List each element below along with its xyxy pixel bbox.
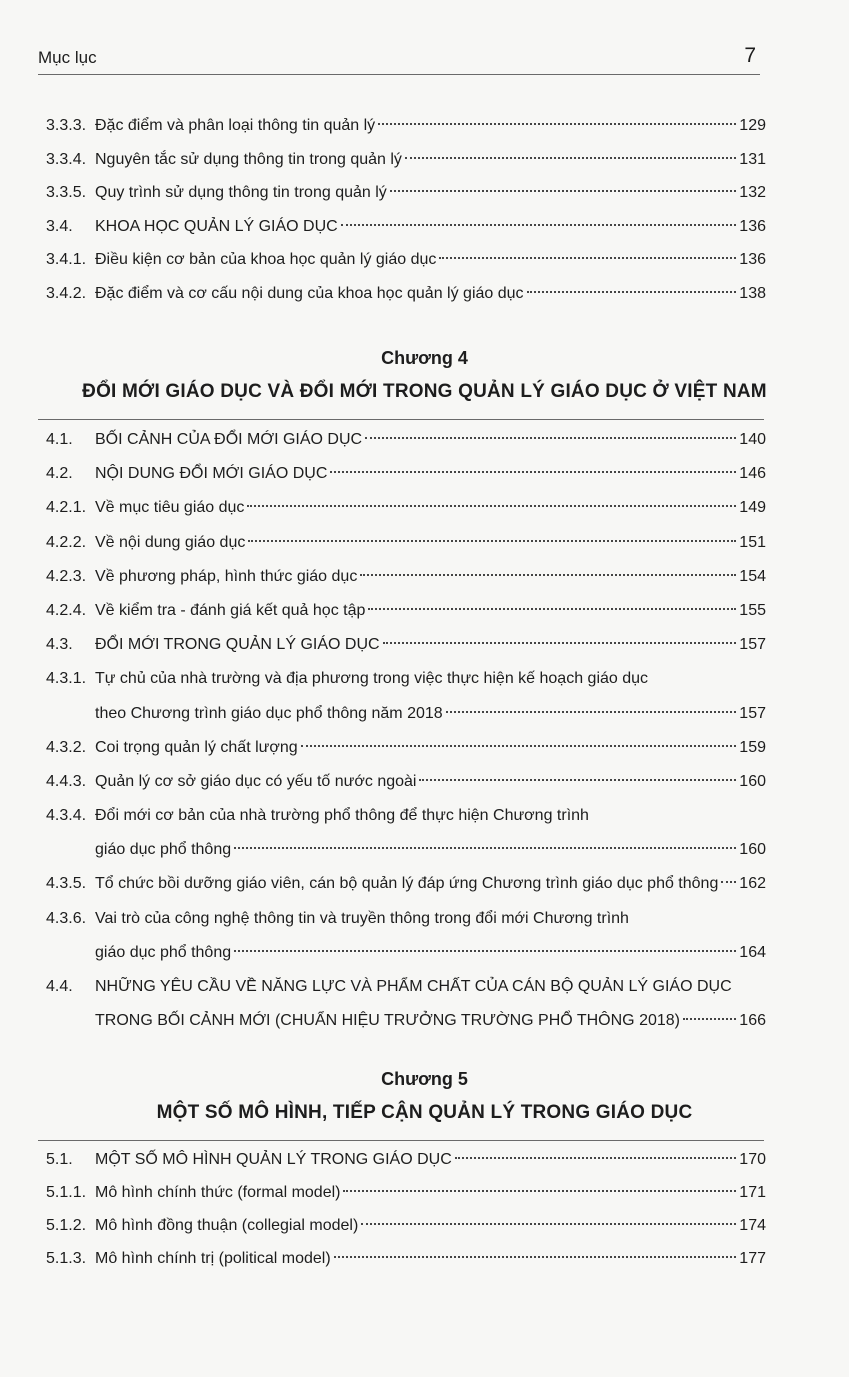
dot-leader [234, 950, 736, 952]
toc-entry-number: 5.1.1. [46, 1184, 87, 1201]
toc-entry-title: theo Chương trình giáo dục phổ thông năm 2018 [95, 704, 443, 722]
toc-entry [46, 867, 766, 901]
toc-entry-title: TRONG BỐI CẢNH MỚI (CHUẨN HIỆU TRƯỞNG TRƯỜNG PHỔ THÔNG 2018) [95, 1012, 680, 1030]
toc-entry [46, 628, 766, 662]
toc-entry [46, 457, 766, 491]
toc-block-chapter3 [46, 109, 766, 311]
dot-leader [234, 847, 736, 849]
toc-entry-title: Vai trò của công nghệ thông tin và truyền thông trong đổi mới Chương trình [95, 909, 629, 927]
toc-entry-title: Điều kiện cơ bản của khoa học quản lý giáo dục [95, 251, 437, 269]
toc-entry-page: 138 [739, 284, 766, 302]
toc-entry-title: Mô hình chính thức (formal model) [95, 1184, 341, 1201]
toc-entry-number: 4.1. [46, 431, 73, 448]
dot-leader [361, 1223, 736, 1225]
dot-leader [446, 711, 737, 713]
toc-entry-page: 162 [739, 875, 766, 893]
toc-entry-title: Đổi mới cơ bản của nhà trường phổ thông để thực hiện Chương trình [95, 807, 589, 825]
toc-entry-title: Về phương pháp, hình thức giáo dục [95, 567, 358, 585]
toc-entry-number: 4.3.1. [46, 670, 87, 688]
dot-leader [365, 437, 736, 439]
toc-entry-number: 5.1.3. [46, 1250, 87, 1267]
toc-entry-page: 174 [739, 1217, 766, 1234]
chapter-4-heading [0, 348, 849, 403]
toc-entry-page: 129 [739, 117, 766, 134]
toc-entry-number: 4.3.6. [46, 909, 87, 927]
dot-leader [378, 123, 736, 125]
toc-entry-title: Về kiểm tra - đánh giá kết quả học tập [95, 601, 366, 619]
dot-leader [405, 157, 736, 159]
toc-entry-title: Nguyên tắc sử dụng thông tin trong quản lý [95, 150, 402, 168]
toc-block-chapter5 [46, 1143, 766, 1275]
toc-entry-title: Về nội dung giáo dục [95, 533, 246, 551]
toc-entry [46, 491, 766, 525]
toc-entry-number: 3.4. [46, 217, 73, 235]
chapter-title: MỘT SỐ MÔ HÌNH, TIẾP CẬN QUẢN LÝ TRONG GIÁO DỤC [156, 1102, 693, 1123]
toc-entry-page: 160 [739, 772, 766, 790]
dot-leader [383, 642, 737, 644]
dot-leader [390, 190, 737, 192]
toc-entry-page: 155 [739, 601, 766, 619]
dot-leader [721, 881, 736, 883]
dot-leader [341, 224, 737, 226]
toc-entry-number: 3.3.4. [46, 150, 87, 168]
chapter-title: ĐỔI MỚI GIÁO DỤC VÀ ĐỔI MỚI TRONG QUẢN LÝ GIÁO DỤC Ở VIỆT NAM [82, 381, 767, 402]
toc-entry [46, 1209, 766, 1242]
toc-entry-title: giáo dục phổ thông [95, 943, 232, 961]
toc-entry-title: Tự chủ của nhà trường và địa phương trong việc thực hiện kế hoạch giáo dục [95, 670, 649, 688]
toc-entry [46, 1143, 766, 1176]
toc-entry-number: 3.4.2. [46, 284, 87, 302]
toc-entry-page: 157 [739, 636, 766, 654]
divider [38, 419, 764, 420]
toc-entry-page: 154 [739, 567, 766, 585]
toc-entry-number: 4.4. [46, 978, 73, 995]
page-header [38, 42, 760, 75]
toc-entry-page: 132 [739, 184, 766, 202]
toc-entry [46, 277, 766, 311]
dot-leader [683, 1018, 736, 1020]
toc-entry [46, 765, 766, 799]
toc-entry-page: 170 [739, 1151, 766, 1168]
toc-entry [46, 697, 766, 731]
toc-entry-page: 160 [739, 841, 766, 859]
toc-entry [46, 799, 766, 833]
toc-entry-title: giáo dục phổ thông [95, 841, 232, 859]
toc-entry [46, 560, 766, 594]
toc-entry [46, 936, 766, 970]
dot-leader [360, 574, 736, 576]
toc-entry-page: 131 [739, 150, 766, 168]
toc-entry-title: KHOA HỌC QUẢN LÝ GIÁO DỤC [95, 217, 338, 235]
toc-entry [46, 1242, 766, 1275]
toc-block-chapter4 [46, 423, 766, 1038]
toc-entry-title: NỘI DUNG ĐỔI MỚI GIÁO DỤC [95, 465, 328, 483]
toc-entry [46, 109, 766, 143]
dot-leader [419, 779, 736, 781]
toc-entry-number: 4.2.4. [46, 601, 87, 619]
toc-entry-number: 5.1. [46, 1151, 73, 1168]
toc-entry-page: 157 [739, 704, 766, 722]
dot-leader [527, 291, 737, 293]
chapter-label: Chương 4 [381, 348, 468, 368]
toc-entry-page: 151 [739, 533, 766, 551]
chapter-label: Chương 5 [381, 1069, 468, 1089]
toc-entry-title: Mô hình đồng thuận (collegial model) [95, 1217, 359, 1234]
toc-entry-number: 3.4.1. [46, 251, 87, 269]
toc-entry-page: 166 [739, 1012, 766, 1030]
toc-entry-page: 177 [739, 1250, 766, 1267]
toc-entry-number: 3.3.5. [46, 184, 87, 202]
dot-leader [455, 1157, 737, 1159]
divider [38, 1140, 764, 1141]
toc-entry-title: Mô hình chính trị (political model) [95, 1250, 331, 1267]
toc-entry [46, 423, 766, 457]
toc-entry-title: NHỮNG YÊU CẦU VỀ NĂNG LỰC VÀ PHẨM CHẤT CỦA CÁN BỘ QUẢN LÝ GIÁO DỤC [95, 978, 732, 995]
dot-leader [248, 540, 736, 542]
toc-entry-number: 4.3. [46, 636, 73, 654]
toc-entry-number: 4.4.3. [46, 772, 87, 790]
dot-leader [439, 257, 736, 259]
toc-entry [46, 731, 766, 765]
toc-entry-number: 4.2.3. [46, 567, 87, 585]
toc-entry [46, 176, 766, 210]
toc-entry [46, 594, 766, 628]
toc-entry [46, 143, 766, 177]
dot-leader [301, 745, 737, 747]
toc-entry-page: 136 [739, 251, 766, 269]
toc-entry-page: 171 [739, 1184, 766, 1201]
dot-leader [368, 608, 736, 610]
toc-entry [46, 662, 766, 696]
toc-entry-page: 140 [739, 431, 766, 448]
toc-entry-title: Coi trọng quản lý chất lượng [95, 738, 298, 756]
toc-entry-number: 4.2.2. [46, 533, 87, 551]
toc-entry-page: 136 [739, 217, 766, 235]
dot-leader [247, 505, 736, 507]
dot-leader [343, 1190, 736, 1192]
toc-entry-title: Quy trình sử dụng thông tin trong quản lý [95, 184, 387, 202]
toc-entry [46, 1176, 766, 1209]
toc-entry [46, 902, 766, 936]
toc-entry-number: 4.2. [46, 465, 73, 483]
toc-entry-page: 164 [739, 943, 766, 961]
toc-entry-title: Về mục tiêu giáo dục [95, 499, 245, 517]
toc-entry-number: 4.3.4. [46, 807, 87, 825]
toc-entry-title: Quản lý cơ sở giáo dục có yếu tố nước ngoài [95, 772, 417, 790]
toc-entry-page: 149 [739, 499, 766, 517]
toc-entry-title: Tổ chức bồi dưỡng giáo viên, cán bộ quản lý đáp ứng Chương trình giáo dục phổ thông [95, 875, 719, 893]
toc-entry-title: BỐI CẢNH CỦA ĐỔI MỚI GIÁO DỤC [95, 431, 363, 448]
toc-entry-number: 3.3.3. [46, 117, 87, 134]
toc-entry [46, 526, 766, 560]
toc-entry-title: Đặc điểm và cơ cấu nội dung của khoa học quản lý giáo dục [95, 284, 524, 302]
page-number: 7 [744, 44, 756, 67]
toc-entry-title: Đặc điểm và phân loại thông tin quản lý [95, 117, 376, 134]
chapter-5-heading [0, 1069, 849, 1124]
toc-entry-title: MỘT SỐ MÔ HÌNH QUẢN LÝ TRONG GIÁO DỤC [95, 1151, 452, 1168]
dot-leader [334, 1256, 737, 1258]
toc-entry-title: ĐỔI MỚI TRONG QUẢN LÝ GIÁO DỤC [95, 636, 380, 654]
header-title: Mục lục [38, 48, 97, 67]
toc-entry-number: 4.2.1. [46, 499, 87, 517]
toc-entry [46, 970, 766, 1004]
dot-leader [330, 471, 736, 473]
toc-entry-number: 4.3.2. [46, 738, 87, 756]
toc-entry [46, 210, 766, 244]
toc-entry-page: 146 [739, 465, 766, 483]
toc-entry-number: 4.3.5. [46, 875, 87, 893]
toc-entry [46, 1004, 766, 1038]
toc-entry-page: 159 [739, 738, 766, 756]
toc-entry [46, 833, 766, 867]
toc-entry-number: 5.1.2. [46, 1217, 87, 1234]
toc-entry [46, 243, 766, 277]
